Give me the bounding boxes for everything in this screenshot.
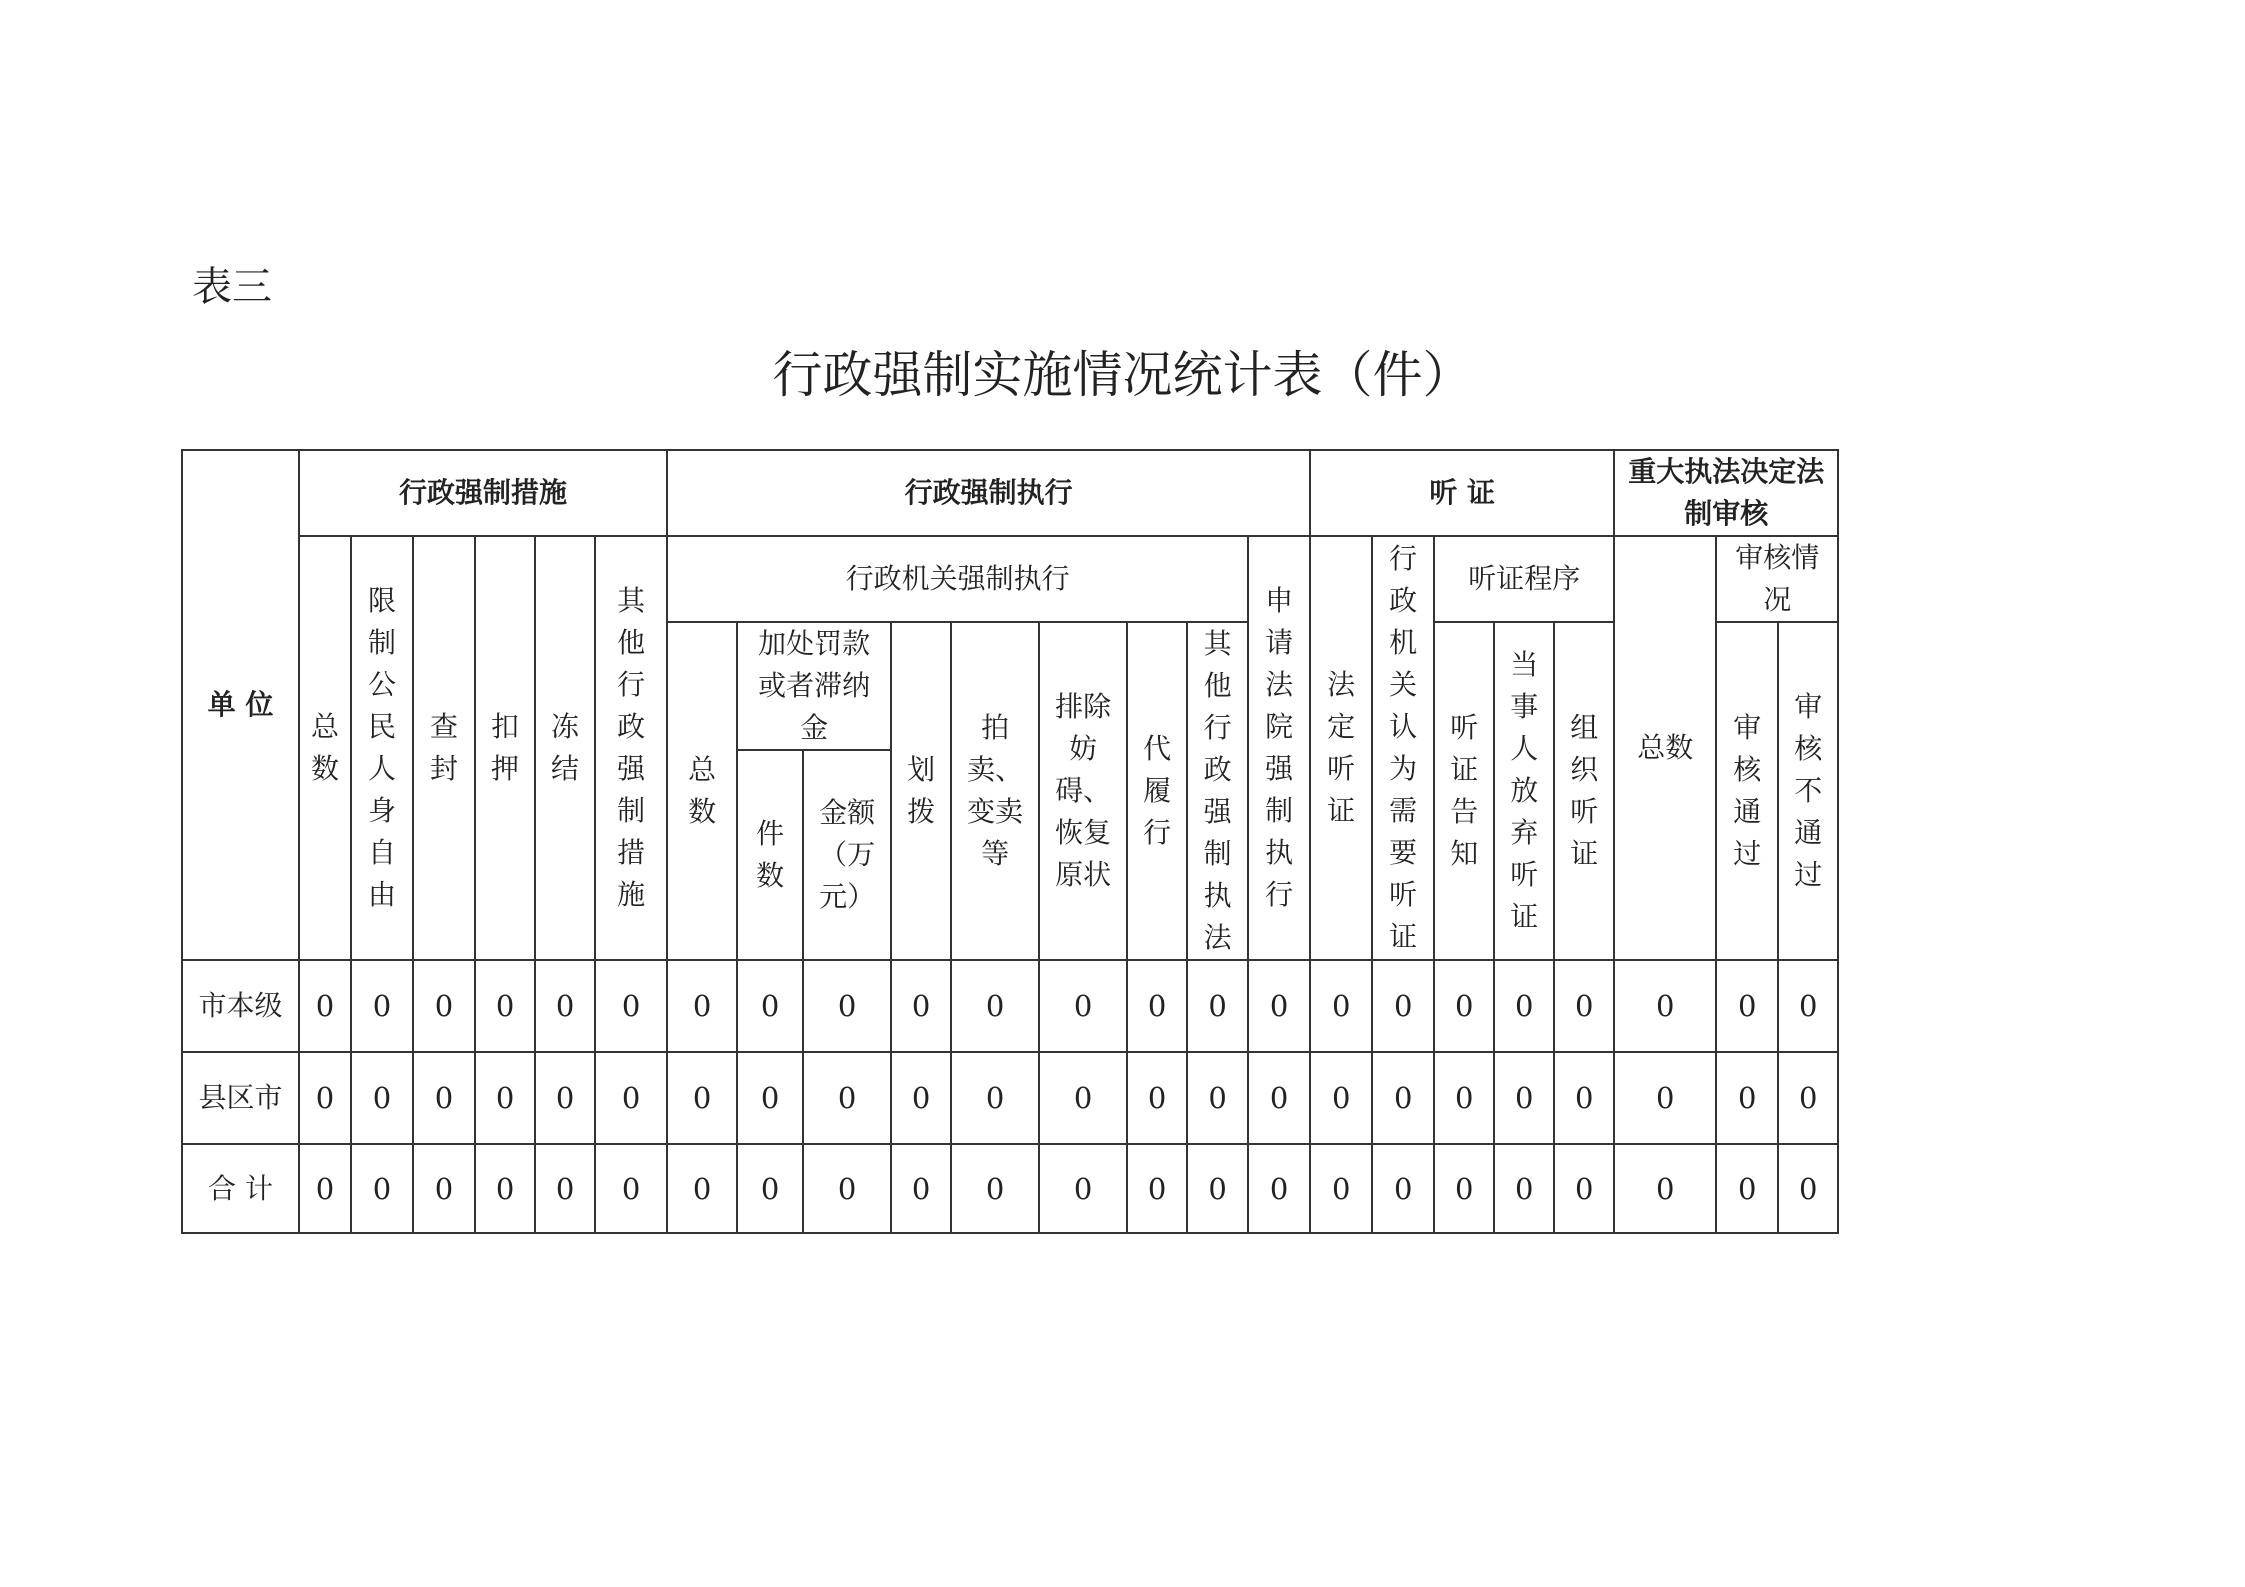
- table-cell: 0: [667, 1052, 737, 1144]
- table-cell: 0: [1614, 1052, 1716, 1144]
- review-pass-header: 审核通过: [1716, 622, 1778, 960]
- table-cell: 0: [1248, 1144, 1310, 1233]
- table-cell: 0: [803, 1052, 891, 1144]
- table-cell: 0: [1614, 960, 1716, 1052]
- table-cell: 0: [1494, 1052, 1554, 1144]
- table-cell: 0: [1494, 960, 1554, 1052]
- legal-hearing-header: 法定听证: [1310, 536, 1372, 960]
- row-name: 市本级: [182, 960, 299, 1052]
- table-cell: 0: [1494, 1144, 1554, 1233]
- table-cell: 0: [413, 1144, 475, 1233]
- table-cell: 0: [1372, 1052, 1434, 1144]
- table-row: [182, 1144, 1838, 1233]
- unit-header: 单 位: [182, 450, 299, 960]
- table-cell: 0: [1039, 1052, 1127, 1144]
- table-cell: 0: [1778, 1144, 1838, 1233]
- table-cell: 0: [667, 1144, 737, 1233]
- table-cell: 0: [299, 960, 351, 1052]
- table-cell: 0: [413, 960, 475, 1052]
- execution-group-header: 行政强制执行: [667, 450, 1310, 536]
- header-row-1: [182, 450, 1838, 536]
- table-cell: 0: [535, 1144, 595, 1233]
- table-cell: 0: [299, 1052, 351, 1144]
- table-row: [182, 960, 1838, 1052]
- table-cell: 0: [1127, 1144, 1187, 1233]
- measures-total-header: 总数: [299, 536, 351, 960]
- table-cell: 0: [299, 1144, 351, 1233]
- auction-header: 拍卖、变卖等: [951, 622, 1039, 960]
- table-cell: 0: [1127, 960, 1187, 1052]
- other-measures-header: 其他行政强制措施: [595, 536, 667, 960]
- table-cell: 0: [595, 1052, 667, 1144]
- page-title: 行政强制实施情况统计表（件）: [772, 346, 1473, 404]
- table-cell: 0: [1187, 1052, 1248, 1144]
- table-cell: 0: [1310, 1052, 1372, 1144]
- review-group-header: 重大执法决定法制审核: [1614, 450, 1838, 536]
- table-cell: 0: [1372, 1144, 1434, 1233]
- statistics-table-container: [181, 449, 1839, 1234]
- table-cell: 0: [595, 960, 667, 1052]
- table-cell: 0: [1039, 960, 1127, 1052]
- table-cell: 0: [595, 1144, 667, 1233]
- table-cell: 0: [1127, 1052, 1187, 1144]
- table-cell: 0: [803, 960, 891, 1052]
- table-cell: 0: [535, 960, 595, 1052]
- table-cell: 0: [535, 1052, 595, 1144]
- table-cell: 0: [1434, 960, 1494, 1052]
- table-cell: 0: [475, 1052, 535, 1144]
- table-cell: 0: [951, 1052, 1039, 1144]
- table-cell: 0: [1248, 1052, 1310, 1144]
- agency-execution-header: 行政机关强制执行: [667, 536, 1248, 622]
- table-cell: 0: [351, 960, 413, 1052]
- surcharge-header: 加处罚款或者滞纳金: [737, 622, 891, 750]
- table-cell: 0: [1716, 1052, 1778, 1144]
- table-label: 表三: [192, 264, 272, 310]
- table-cell: 0: [351, 1052, 413, 1144]
- table-cell: 0: [1716, 960, 1778, 1052]
- remove-obstruction-header: 排除妨碍、恢复原状: [1039, 622, 1127, 960]
- other-enforcement-header: 其他行政强制执法: [1187, 622, 1248, 960]
- table-cell: 0: [475, 960, 535, 1052]
- surcharge-amount-header: 金额（万元）: [803, 750, 891, 960]
- table-cell: 0: [1554, 1052, 1614, 1144]
- table-cell: 0: [1187, 960, 1248, 1052]
- table-cell: 0: [413, 1052, 475, 1144]
- table-cell: 0: [351, 1144, 413, 1233]
- table-cell: 0: [891, 1052, 951, 1144]
- table-row: [182, 1052, 1838, 1144]
- header-row-2: [182, 536, 1838, 622]
- table-cell: 0: [737, 1144, 803, 1233]
- table-cell: 0: [1434, 1052, 1494, 1144]
- surcharge-count-header: 件数: [737, 750, 803, 960]
- table-cell: 0: [891, 1144, 951, 1233]
- table-cell: 0: [1778, 1052, 1838, 1144]
- row-name: 合 计: [182, 1144, 299, 1233]
- measures-group-header: 行政强制措施: [299, 450, 667, 536]
- seal-header: 查封: [413, 536, 475, 960]
- table-cell: 0: [1554, 1144, 1614, 1233]
- table-cell: 0: [891, 960, 951, 1052]
- statistics-table: [181, 449, 1839, 1234]
- needed-hearing-header: 行政机关认为需要听证: [1372, 536, 1434, 960]
- seize-header: 扣押: [475, 536, 535, 960]
- hearing-procedure-header: 听证程序: [1434, 536, 1614, 622]
- table-cell: 0: [1372, 960, 1434, 1052]
- table-cell: 0: [1248, 960, 1310, 1052]
- table-cell: 0: [1778, 960, 1838, 1052]
- table-cell: 0: [1716, 1144, 1778, 1233]
- table-cell: 0: [951, 1144, 1039, 1233]
- hearing-notice-header: 听证告知: [1434, 622, 1494, 960]
- restrict-freedom-header: 限制公民人身自由: [351, 536, 413, 960]
- transfer-header: 划拨: [891, 622, 951, 960]
- table-cell: 0: [1434, 1144, 1494, 1233]
- hearing-group-header: 听 证: [1310, 450, 1614, 536]
- table-cell: 0: [1310, 960, 1372, 1052]
- table-cell: 0: [1187, 1144, 1248, 1233]
- table-cell: 0: [1614, 1144, 1716, 1233]
- organize-hearing-header: 组织听证: [1554, 622, 1614, 960]
- table-cell: 0: [667, 960, 737, 1052]
- table-cell: 0: [951, 960, 1039, 1052]
- table-cell: 0: [1554, 960, 1614, 1052]
- table-cell: 0: [803, 1144, 891, 1233]
- review-total-header: 总数: [1614, 536, 1716, 960]
- review-status-header: 审核情况: [1716, 536, 1838, 622]
- proxy-performance-header: 代履行: [1127, 622, 1187, 960]
- table-cell: 0: [475, 1144, 535, 1233]
- table-cell: 0: [737, 1052, 803, 1144]
- court-execution-header: 申请法院强制执行: [1248, 536, 1310, 960]
- table-cell: 0: [1310, 1144, 1372, 1233]
- execution-total-header: 总数: [667, 622, 737, 960]
- table-cell: 0: [737, 960, 803, 1052]
- review-fail-header: 审核不通过: [1778, 622, 1838, 960]
- table-cell: 0: [1039, 1144, 1127, 1233]
- waive-hearing-header: 当事人放弃听证: [1494, 622, 1554, 960]
- row-name: 县区市: [182, 1052, 299, 1144]
- freeze-header: 冻结: [535, 536, 595, 960]
